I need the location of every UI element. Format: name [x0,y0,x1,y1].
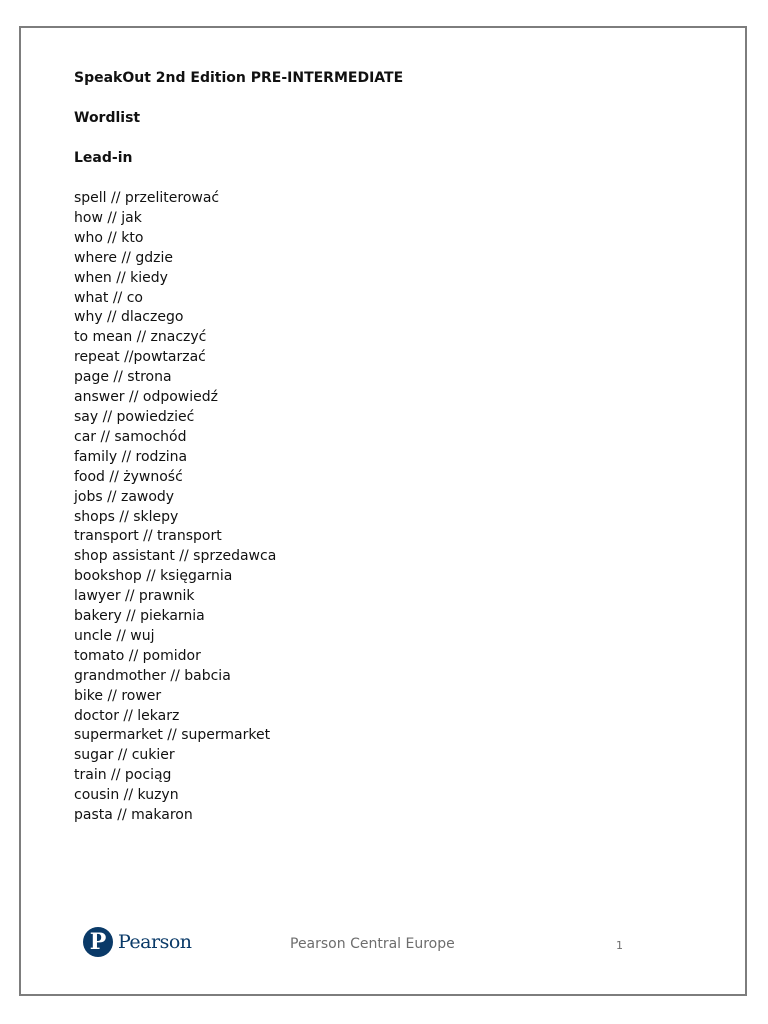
pearson-p-icon: P [83,927,113,957]
word-entry: jobs // zawody [74,488,175,505]
word-entry: family // rodzina [74,448,188,465]
word-entry: shops // sklepy [74,508,179,525]
word-entry: bakery // piekarnia [74,608,205,625]
word-entry: spell // przeliterować [74,190,220,206]
word-entry: answer // odpowiedź [74,389,218,406]
word-entry: food // żywność [74,468,183,485]
word-entry: doctor // lekarz [74,707,180,724]
word-entry: bike // rower [74,687,162,704]
document-title: SpeakOut 2nd Edition PRE-INTERMEDIATE [74,70,404,86]
word-list [74,189,276,826]
word-entry: uncle // wuj [74,627,155,644]
word-entry: where // gdzie [74,249,173,266]
word-entry: who // kto [74,229,144,246]
word-entry: transport // transport [74,528,222,545]
word-entry: shop assistant // sprzedawca [74,548,277,565]
footer-publisher: Pearson Central Europe [290,936,455,952]
word-entry: supermarket // supermarket [74,727,271,744]
pearson-logo [83,927,192,957]
word-entry: tomato // pomidor [74,647,201,664]
section-heading: Wordlist [74,110,141,126]
word-entry: bookshop // księgarnia [74,568,233,585]
word-entry: car // samochód [74,428,187,445]
subsection-heading: Lead-in [74,150,133,166]
word-entry: when // kiedy [74,269,168,286]
page-number: 1 [616,939,623,952]
logo-wordmark: Pearson [118,931,192,953]
document-page [19,26,747,996]
word-entry: page // strona [74,369,172,386]
word-entry: lawyer // prawnik [74,588,195,605]
word-entry: how // jak [74,209,142,226]
word-entry: pasta // makaron [74,807,193,824]
word-entry: grandmother // babcia [74,667,231,684]
word-entry: cousin // kuzyn [74,787,179,804]
word-entry: to mean // znaczyć [74,329,207,346]
word-entry: what // co [74,289,143,306]
word-entry: repeat //powtarzać [74,349,206,366]
word-entry: say // powiedzieć [74,408,195,425]
word-entry: sugar // cukier [74,747,175,764]
word-entry: why // dlaczego [74,309,184,326]
word-entry: train // pociąg [74,767,172,784]
